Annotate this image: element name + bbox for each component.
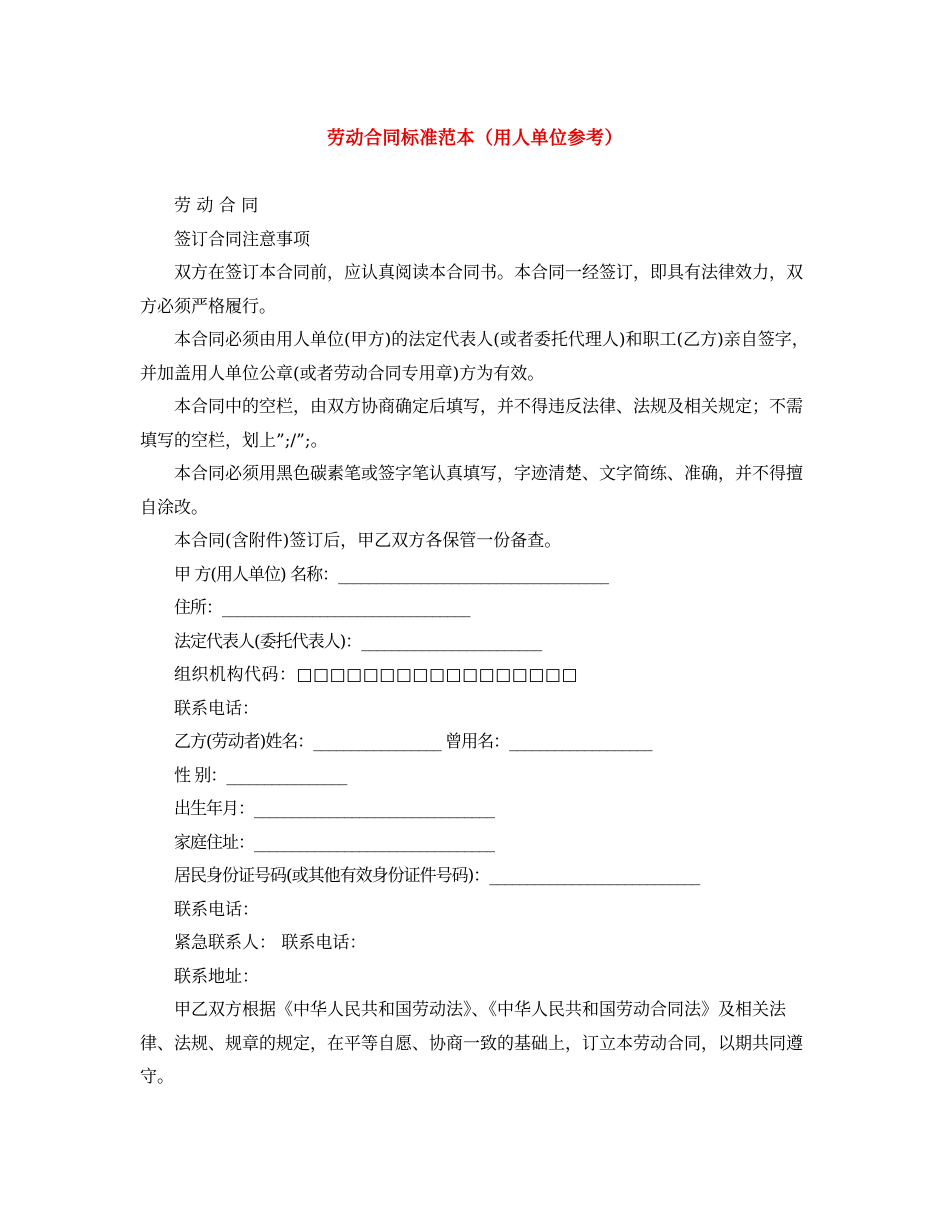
note-paragraph-2: 本合同必须由用人单位(甲方)的法定代表人(或者委托代理人)和职工(乙方)亲自签字，并加盖用人单位公章(或者劳动合同专用章)方为有效。 bbox=[140, 330, 809, 384]
employee-phone-field: 联系电话： bbox=[174, 899, 259, 920]
employee-name-field: 乙方(劳动者)姓名：_________________ 曾用名：___________________ bbox=[174, 732, 652, 752]
organization-code-field: 组织机构代码：□□□□□□□□□□□□□□□□□ bbox=[174, 665, 579, 685]
note-paragraph-1: 双方在签订本合同前，应认真阅读本合同书。本合同一经签订，即具有法律效力，双方必须严格履行。 bbox=[140, 263, 803, 317]
home-address-field: 家庭住址：________________________________ bbox=[174, 832, 494, 853]
notes-heading: 签订合同注意事项 bbox=[174, 229, 310, 250]
note-paragraph-3: 本合同中的空栏，由双方协商确定后填写，并不得违反法律、法规及相关规定；不需填写的空栏，划上”;/”;。 bbox=[140, 397, 803, 451]
birth-date-field: 出生年月：________________________________ bbox=[174, 799, 494, 819]
document-title: 劳动合同标准范本（用人单位参考） bbox=[327, 128, 623, 149]
note-paragraph-5: 本合同(含附件)签订后，甲乙双方各保管一份备查。 bbox=[174, 531, 562, 551]
employer-address-field: 住所：_________________________________ bbox=[174, 598, 470, 618]
gender-field: 性 别：________________ bbox=[174, 765, 347, 786]
contact-address-field: 联系地址： bbox=[174, 966, 259, 987]
agreement-paragraph: 甲乙双方根据《中华人民共和国劳动法》、《中华人民共和国劳动合同法》及相关法律、法规、规章的规定，在平等自愿、协商一致的基础上，订立本劳动合同，以期共同遵守。 bbox=[140, 1000, 803, 1087]
emergency-contact-field: 紧急联系人： 联系电话： bbox=[174, 933, 367, 953]
contract-heading: 劳 动 合 同 bbox=[174, 196, 259, 216]
note-paragraph-4: 本合同必须用黑色碳素笔或签字笔认真填写，字迹清楚、文字简练、准确，并不得擅自涂改。 bbox=[140, 464, 803, 518]
employer-phone-field: 联系电话： bbox=[174, 698, 259, 719]
document-body bbox=[140, 190, 816, 1095]
id-number-field: 居民身份证号码(或其他有效身份证件号码)：____________________________ bbox=[174, 866, 700, 886]
legal-representative-field: 法定代表人(委托代表人)：________________________ bbox=[174, 631, 542, 652]
employer-name-field: 甲 方(用人单位) 名称：____________________________________ bbox=[174, 564, 609, 585]
